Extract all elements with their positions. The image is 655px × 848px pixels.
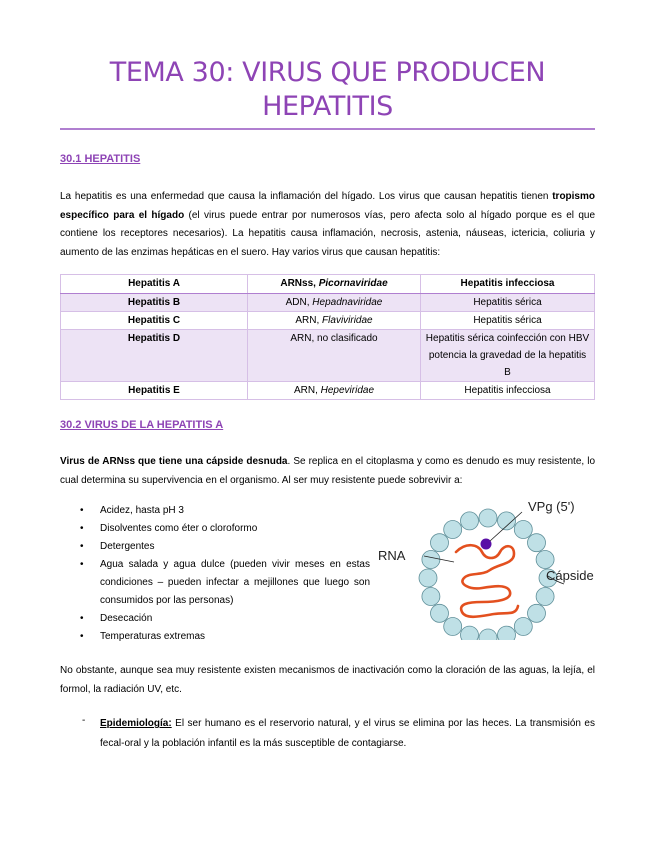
capsid-subunit bbox=[514, 521, 532, 539]
capsid-subunit bbox=[528, 604, 546, 622]
capsid-subunit bbox=[536, 551, 554, 569]
epidemiology-paragraph bbox=[100, 714, 595, 754]
table-cell-genome: ADN, Hepadnaviridae bbox=[248, 294, 421, 312]
intro-bold: tropismo específico para el hígado bbox=[60, 191, 595, 221]
table-row bbox=[61, 312, 595, 330]
bullet-icon: • bbox=[80, 541, 84, 552]
title-line-1: TEMA 30: VIRUS QUE PRODUCEN bbox=[109, 57, 546, 88]
table-cell-genome: ARN, no clasificado bbox=[248, 330, 421, 382]
list-item: • Agua salada y agua dulce (pueden vivir meses en estas condiciones – pueden infectar a mejillones que luego son consumidos por las personas) bbox=[60, 556, 370, 610]
hav-virion-diagram bbox=[378, 490, 596, 640]
list-item: • Acidez, hasta pH 3 bbox=[60, 502, 370, 520]
vpg-protein bbox=[481, 539, 492, 550]
table-row bbox=[61, 330, 595, 382]
table-row bbox=[61, 275, 595, 294]
table-row bbox=[61, 382, 595, 400]
table-cell-disease: Hepatitis sérica bbox=[421, 312, 595, 330]
inactivation-paragraph: No obstante, aunque sea muy resistente existen mecanismos de inactivación como la cloración de las aguas, la lejía, el formol, la radiación UV, etc. bbox=[60, 665, 595, 695]
capsid-subunit bbox=[461, 626, 479, 640]
capsid-subunit bbox=[444, 618, 462, 636]
capsid-subunit bbox=[498, 512, 516, 530]
capsid-subunit bbox=[479, 629, 497, 640]
list-item: • Desecación bbox=[60, 610, 370, 628]
section-heading-hepatitis: 30.1 HEPATITIS bbox=[60, 153, 141, 165]
intro-text-b: (el virus puede entrar por numerosos vías, pero afecta solo al hígado porque es el que contiene los receptores necesarios). La hepatitis causa inflamación, necrosis, astenia, náuseas, ictericia, coliuria y aumento de las enzimas hepáticas en el suero. Hay varios virus que causan hepatitis: bbox=[60, 209, 595, 258]
table-cell-name: Hepatitis A bbox=[61, 275, 248, 294]
table-cell-name: Hepatitis B bbox=[61, 294, 248, 312]
capsid-subunit bbox=[514, 618, 532, 636]
table-cell-genome: ARN, Flaviviridae bbox=[248, 312, 421, 330]
epidemiology-label: Epidemiología: bbox=[100, 718, 172, 729]
bullet-icon: • bbox=[80, 523, 84, 534]
vpg-label: VPg (5') bbox=[528, 499, 575, 514]
list-item: • Temperaturas extremas bbox=[60, 628, 370, 646]
hepatitis-intro-paragraph bbox=[60, 188, 595, 262]
table-cell-disease: Hepatitis sérica coinfección con HBV potencia la gravedad de la hepatitis B bbox=[421, 330, 595, 382]
table-cell-name: Hepatitis C bbox=[61, 312, 248, 330]
section-heading-hepatitis-a: 30.2 VIRUS DE LA HEPATITIS A bbox=[60, 419, 224, 431]
table-cell-disease: Hepatitis sérica bbox=[421, 294, 595, 312]
table-cell-name: Hepatitis D bbox=[61, 330, 248, 382]
table-cell-disease: Hepatitis infecciosa bbox=[421, 382, 595, 400]
capsid-subunit bbox=[422, 588, 440, 606]
title-line-2: HEPATITIS bbox=[262, 91, 393, 122]
capsid-subunit bbox=[528, 534, 546, 552]
table-cell-genome: ARN, Hepeviridae bbox=[248, 382, 421, 400]
list-item: • Detergentes bbox=[60, 538, 370, 556]
capsid-subunit bbox=[498, 626, 516, 640]
rna-strand bbox=[456, 545, 518, 617]
resistance-list bbox=[60, 502, 370, 646]
title-divider bbox=[60, 128, 595, 130]
capsid-subunit bbox=[422, 551, 440, 569]
list-item: • Disolventes como éter o cloroformo bbox=[60, 520, 370, 538]
capsid-subunit bbox=[536, 588, 554, 606]
table-row bbox=[61, 294, 595, 312]
bullet-icon: • bbox=[80, 505, 84, 516]
capsid-label: Cápside bbox=[546, 568, 594, 583]
bullet-icon: • bbox=[80, 631, 84, 642]
capsid-subunit bbox=[431, 604, 449, 622]
dash-marker: - bbox=[82, 715, 86, 726]
hav-intro-text: . Se replica en el citoplasma y como es denudo es muy resistente, lo cual determina su supervivencia en el organismo. Al ser muy resistente puede sobrevivir a: bbox=[60, 456, 596, 486]
capsid-ring bbox=[419, 509, 557, 640]
hav-intro-paragraph bbox=[60, 453, 595, 490]
capsid-subunit bbox=[431, 534, 449, 552]
bullet-icon: • bbox=[80, 613, 84, 624]
capsid-subunit bbox=[444, 521, 462, 539]
capsid-subunit bbox=[419, 569, 437, 587]
hepatitis-table bbox=[60, 274, 595, 400]
intro-text-a: La hepatitis es una enfermedad que causa la inflamación del hígado. Los virus que causan hepatitis tienen bbox=[60, 191, 553, 202]
rna-label: RNA bbox=[378, 548, 406, 563]
table-cell-name: Hepatitis E bbox=[61, 382, 248, 400]
hav-intro-bold: Virus de ARNss que tiene una cápside desnuda bbox=[60, 456, 288, 467]
capsid-subunit bbox=[479, 509, 497, 527]
bullet-icon: • bbox=[80, 559, 84, 570]
page-title bbox=[60, 56, 595, 124]
table-cell-genome: ARNss, Picornaviridae bbox=[248, 275, 421, 294]
table-cell-disease: Hepatitis infecciosa bbox=[421, 275, 595, 294]
epidemiology-text: El ser humano es el reservorio natural, y el virus se elimina por las heces. La transmisión es fecal-oral y la población infantil es la más susceptible de contagiarse. bbox=[100, 718, 595, 749]
capsid-subunit bbox=[461, 512, 479, 530]
